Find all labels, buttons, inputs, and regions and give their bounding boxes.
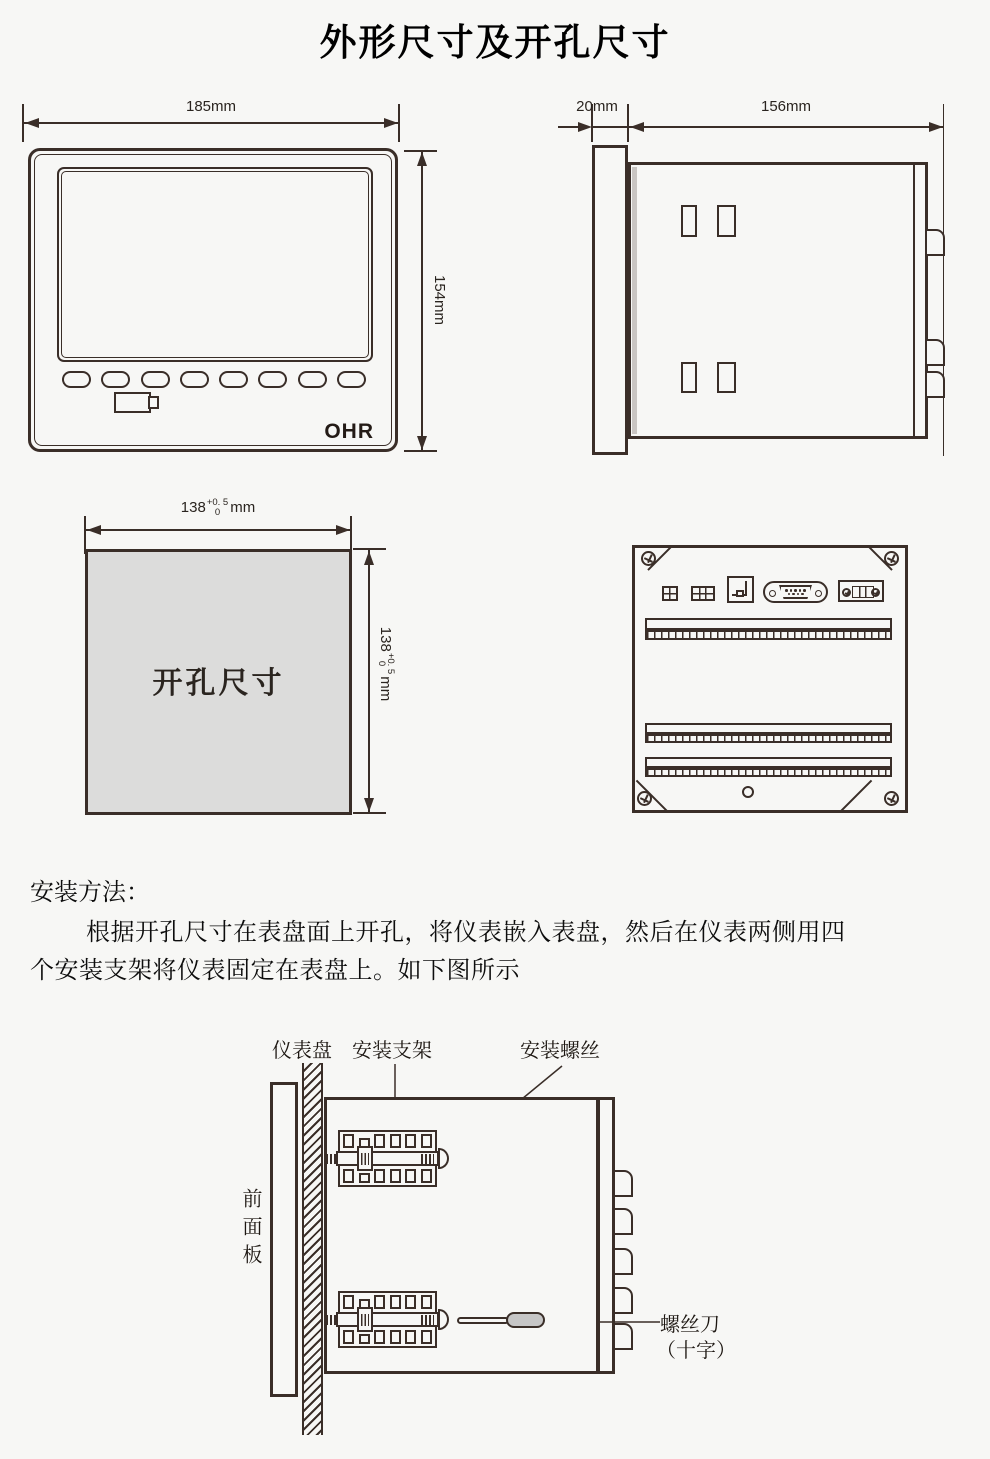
mounting-panel-hatch [302, 1063, 323, 1435]
usb-port-step [148, 396, 159, 409]
bracket-slot [717, 205, 736, 237]
terminal-strip-cells [645, 734, 892, 743]
rear-tab [613, 1170, 633, 1197]
corner-screw-icon [884, 791, 899, 806]
front-button [219, 371, 248, 388]
tol-plus: +0. 5 [206, 497, 229, 508]
side-shadow-strip [632, 167, 637, 434]
rear-tab [613, 1208, 633, 1235]
front-button [101, 371, 130, 388]
rear-tab [613, 1323, 633, 1350]
ethernet-notch [736, 590, 744, 597]
dim-line [23, 122, 399, 124]
install-paragraph-line1: 根据开孔尺寸在表盘面上开孔，将仪表嵌入表盘，然后在仪表两侧用四 [86, 920, 846, 946]
terminal-strip-bar [645, 618, 892, 630]
side-bezel-depth-label: 20mm [576, 98, 618, 115]
dim-arrow [578, 122, 592, 132]
dim-arrow [364, 551, 374, 565]
front-width-label: 185mm [185, 98, 237, 115]
side-body [628, 162, 928, 439]
terminal-strip-bar [645, 723, 892, 734]
side-tab [925, 229, 945, 256]
dim-value: 138 [180, 499, 206, 516]
rear-hole [742, 786, 754, 798]
bracket-teeth-bottom [343, 1169, 432, 1183]
tol-minus: 0 [214, 506, 221, 518]
dim-arrow-left [25, 118, 39, 128]
label-panel: 仪表盘 [272, 1040, 332, 1062]
rear-tab [613, 1248, 633, 1275]
dim-arrow-down [417, 436, 427, 450]
side-body-depth-label: 156mm [760, 98, 812, 115]
screw-thread [421, 1315, 434, 1325]
dim-arrow-right [384, 118, 398, 128]
terminal-screw [842, 588, 851, 597]
terminal-strip-cells [645, 768, 892, 777]
label-screwdriver: 螺丝刀 [660, 1314, 720, 1336]
bracket-slot [717, 362, 736, 393]
screwdriver-shaft [457, 1317, 509, 1324]
bracket-slot [681, 362, 697, 393]
dim-unit: mm [377, 676, 395, 702]
label-bracket: 安装支架 [352, 1040, 432, 1062]
tol-plus: +0. 5 [385, 652, 397, 675]
rear-tab [613, 1287, 633, 1314]
dim-tick [404, 450, 437, 452]
dim-arrow [87, 525, 101, 535]
bracket-slot [681, 205, 697, 237]
dim-unit: mm [230, 499, 256, 516]
screw-thread [421, 1154, 434, 1164]
front-button [337, 371, 366, 388]
dim-arrow [336, 525, 350, 535]
bracket-clamp-block [357, 1146, 373, 1171]
front-button [141, 371, 170, 388]
front-height-label: 154mm [431, 274, 449, 326]
dim-value: 138 [377, 626, 395, 652]
label-screwdriver-type: （十字） [656, 1340, 736, 1362]
dim-extension-line [943, 104, 944, 456]
dim-line [558, 126, 578, 128]
front-button [298, 371, 327, 388]
power-terminal-icon [838, 580, 884, 602]
dim-line [368, 550, 370, 813]
page-title: 外形尺寸及开孔尺寸 [319, 22, 671, 63]
dim-arrow [929, 122, 943, 132]
terminal-strip-cells [645, 630, 892, 640]
side-rear-line [913, 165, 915, 436]
connector-2pin [662, 586, 678, 601]
serial-pin-block [779, 585, 812, 599]
front-screen [57, 167, 373, 362]
screw-thread [326, 1315, 338, 1325]
connector-3pin [691, 586, 715, 601]
terminal-strip-bar [645, 757, 892, 768]
screw-thread [326, 1154, 338, 1164]
front-panel-side [270, 1082, 298, 1397]
dim-tick [353, 812, 386, 814]
serial-screw-hole [769, 590, 776, 597]
mounting-bracket [338, 1130, 437, 1187]
ethernet-port-icon [727, 576, 754, 603]
install-heading: 安装方法： [30, 880, 150, 906]
side-tab [925, 371, 945, 398]
bracket-teeth-bottom [343, 1330, 432, 1344]
dim-arrow [364, 798, 374, 812]
terminal-cells [852, 586, 874, 598]
cutout-width-label [85, 498, 351, 517]
front-button [258, 371, 287, 388]
dim-arrow-up [417, 152, 427, 166]
install-paragraph-line2: 个安装支架将仪表固定在表盘上。如下图所示 [30, 958, 520, 984]
cutout-height-label [375, 604, 397, 724]
label-front-panel: 前面板 [239, 1188, 261, 1272]
bracket-clamp-block [357, 1307, 373, 1332]
brand-logo: OHR [324, 420, 374, 443]
tol-minus: 0 [376, 660, 387, 667]
dim-line [628, 126, 944, 128]
dim-tick [353, 548, 386, 550]
screwdriver-handle [506, 1312, 545, 1328]
dim-arrow [630, 122, 644, 132]
dim-line [421, 152, 423, 450]
label-screw: 安装螺丝 [520, 1040, 600, 1062]
front-button [62, 371, 91, 388]
side-bezel [592, 145, 628, 455]
front-button [180, 371, 209, 388]
side-tab [925, 339, 945, 366]
front-button-row [62, 371, 366, 388]
cutout-label: 开孔尺寸 [152, 667, 285, 700]
usb-port [114, 392, 151, 413]
dim-line [85, 529, 351, 531]
serial-port-icon [763, 581, 828, 603]
dim-line [592, 126, 628, 128]
serial-screw-hole [815, 590, 822, 597]
mounting-bracket [338, 1291, 437, 1348]
